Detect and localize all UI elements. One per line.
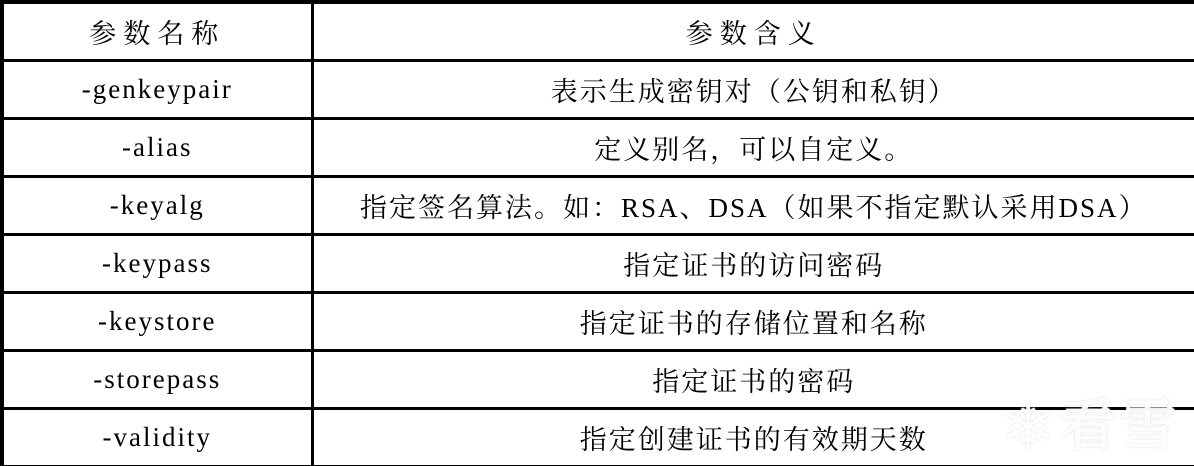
param-meaning-cell: 指定证书的存储位置和名称	[312, 293, 1194, 351]
table-row	[2, 235, 1194, 293]
param-name-cell: -genkeypair	[2, 61, 312, 119]
table-header-row	[2, 2, 1194, 61]
param-name-cell: -keyalg	[2, 177, 312, 235]
param-meaning-cell: 表示生成密钥对（公钥和私钥）	[312, 61, 1194, 119]
table-row	[2, 177, 1194, 235]
param-name-cell: -keypass	[2, 235, 312, 293]
param-meaning-cell: 定义别名，可以自定义。	[312, 119, 1194, 177]
column-header-param-name: 参数名称	[2, 2, 312, 61]
param-name-cell: -validity	[2, 409, 312, 466]
table-row	[2, 119, 1194, 177]
table-row	[2, 409, 1194, 466]
param-name-cell: -alias	[2, 119, 312, 177]
param-meaning-cell: 指定创建证书的有效期天数	[312, 409, 1194, 466]
param-name-cell: -storepass	[2, 351, 312, 409]
snowflake-icon: ❄	[1002, 390, 1054, 463]
param-meaning-cell: 指定证书的访问密码	[312, 235, 1194, 293]
param-meaning-cell: 指定签名算法。如：RSA、DSA（如果不指定默认采用DSA）	[312, 177, 1194, 235]
table-row	[2, 351, 1194, 409]
watermark-text: 看雪	[1060, 394, 1180, 459]
table-row	[2, 293, 1194, 351]
table-row	[2, 61, 1194, 119]
param-name-cell: -keystore	[2, 293, 312, 351]
column-header-param-meaning: 参数含义	[312, 2, 1194, 61]
param-meaning-cell: 指定证书的密码	[312, 351, 1194, 409]
